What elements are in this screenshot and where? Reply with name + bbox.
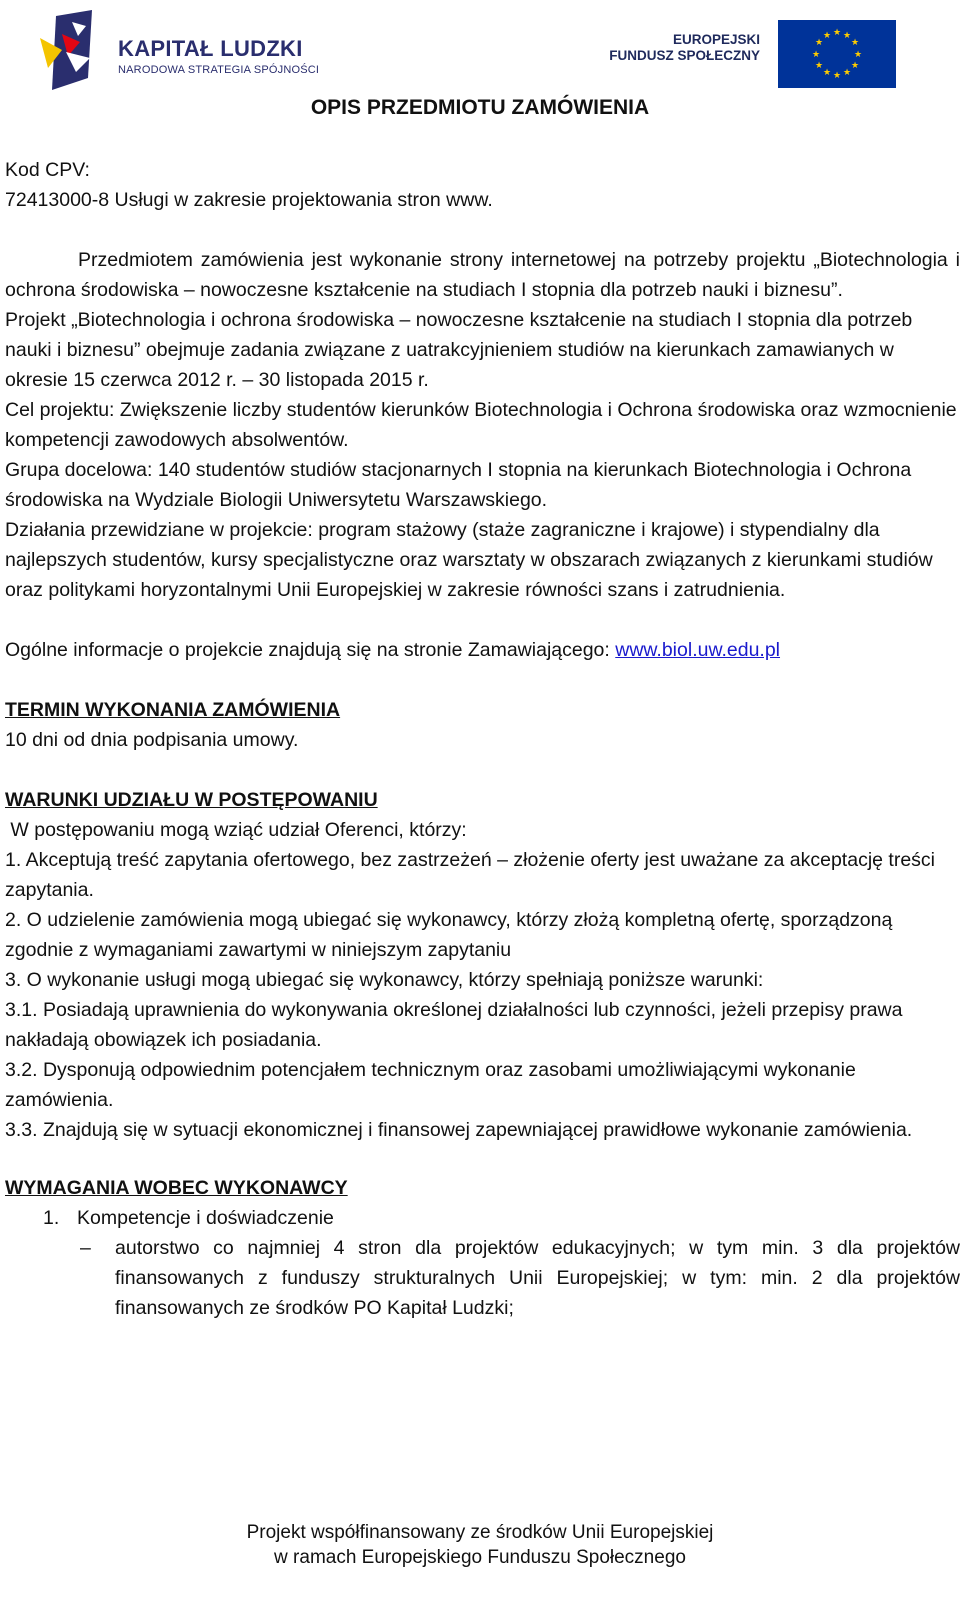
efs-line-2: FUNDUSZ SPOŁECZNY [609, 48, 760, 63]
svg-text:★: ★ [853, 50, 863, 60]
intro-paragraph-1: Przedmiotem zamówienia jest wykonanie strony internetowej na potrzeby projektu „Biotechnologia i ochrona środowiska – nowoczesne kształcenie na studiach I stopnia dla potrzeb nauki i biznesu”. [5, 249, 960, 301]
document-title: OPIS PRZEDMIOTU ZAMÓWIENIA [310, 96, 650, 119]
cpv-label: Kod CPV: [5, 159, 90, 181]
document-footer [0, 1520, 960, 1570]
warunki-item: 2. O udzielenie zamówienia mogą ubiegać się wykonawcy, którzy złożą kompletną ofertę, sporządzoną zgodnie z wymaganiami zawartymi w niniejszym zapytaniu [5, 909, 893, 961]
intro-paragraph-4: Grupa docelowa: 140 studentów studiów stacjonarnych I stopnia na kierunkach Biotechnologia i Ochrona środowiska na Wydziale Biologii Uniwersytetu Warszawskiego. [5, 459, 912, 511]
svg-text:★: ★ [814, 38, 824, 48]
footer-line-2: w ramach Europejskiego Funduszu Społecznego [274, 1547, 686, 1568]
kapital-ludzki-title: KAPITAŁ LUDZKI [118, 36, 303, 61]
wymagania-item-1-label: Kompetencje i doświadczenie [77, 1207, 334, 1229]
warunki-item: 3. O wykonanie usługi mogą ubiegać się wykonawcy, którzy spełniają poniższe warunki: [5, 969, 764, 991]
warunki-item: 3.3. Znajdują się w sytuacji ekonomicznej i finansowej zapewniającej prawidłowe wykonanie zamówienia. [5, 1119, 913, 1141]
warunki-item: 3.1. Posiadają uprawnienia do wykonywania określonej działalności lub czynności, jeżeli przepisy prawa nakładają obowiązek ich posiadania. [5, 999, 903, 1051]
project-info [5, 635, 960, 665]
intro-paragraph-2: Projekt „Biotechnologia i ochrona środowiska – nowoczesne kształcenie na studiach I stopnia dla potrzeb nauki i biznesu” obejmuje zadania związane z uatrakcyjnieniem studiów na kierunkach zamawianych w okresie 15 czerwca 2012 r. – 30 listopada 2015 r. [5, 309, 913, 391]
svg-text:★: ★ [850, 61, 860, 71]
kapital-ludzki-emblem-icon [36, 8, 106, 92]
wymagania-heading: WYMAGANIA WOBEC WYKONAWCY [5, 1177, 348, 1199]
wymagania-item-1 [5, 1203, 960, 1233]
svg-text:★: ★ [811, 50, 821, 60]
svg-text:★: ★ [842, 68, 852, 78]
warunki-item: 1. Akceptują treść zapytania ofertowego, bez zastrzeżeń – złożenie oferty jest uważane za akceptację treści zapytania. [5, 849, 936, 901]
svg-text:★: ★ [842, 31, 852, 41]
svg-text:★: ★ [822, 31, 832, 41]
project-info-text: Ogólne informacje o projekcie znajdują się na stronie Zamawiającego: [5, 639, 616, 661]
document-body [5, 155, 960, 1323]
intro-paragraph-3: Cel projektu: Zwiększenie liczby studentów kierunków Biotechnologia i Ochrona środowiska oraz wzmocnienie kompetencji zawodowych absolwentów. [5, 399, 957, 451]
svg-text:★: ★ [814, 61, 824, 71]
svg-text:★: ★ [822, 68, 832, 78]
termin-text: 10 dni od dnia podpisania umowy. [5, 729, 299, 751]
warunki-heading: WARUNKI UDZIAŁU W POSTĘPOWANIU [5, 789, 378, 811]
document-header [0, 0, 960, 100]
wymagania-subitem [5, 1233, 960, 1323]
svg-text:★: ★ [832, 28, 842, 38]
termin-heading: TERMIN WYKONANIA ZAMÓWIENIA [5, 699, 341, 721]
wymagania-item-1-number: 1. [43, 1207, 60, 1229]
kapital-ludzki-subtitle: NARODOWA STRATEGIA SPÓJNOŚCI [118, 64, 320, 76]
intro-paragraph-5: Działania przewidziane w projekcie: program stażowy (staże zagraniczne i krajowe) i stypendialny dla najlepszych studentów, kursy specjalistyczne oraz warsztaty w obszarach związanych z kierunkami studiów oraz politykami horyzontalnymi Unii Europejskiej w zakresie równości szans i zatrudnienia. [5, 519, 933, 601]
eu-flag-icon [778, 20, 896, 88]
svg-text:★: ★ [832, 71, 842, 81]
efs-logo [600, 32, 760, 64]
wymagania-subitem-text: autorstwo co najmniej 4 stron dla projektów edukacyjnych; w tym min. 3 dla projektów finansowanych z funduszy strukturalnych Unii Europejskiej; w tym: min. 2 dla projektów finansowanych ze środków PO Kapitał Ludzki; [115, 1237, 960, 1319]
kapital-ludzki-logo [36, 8, 336, 92]
cpv-value: 72413000-8 Usługi w zakresie projektowania stron www. [5, 189, 493, 211]
footer-line-1: Projekt współfinansowany ze środków Unii Europejskiej [246, 1522, 714, 1543]
warunki-item: 3.2. Dysponują odpowiednim potencjałem technicznym oraz zasobami umożliwiającymi wykonanie zamówienia. [5, 1059, 856, 1111]
dash-bullet-icon: – [80, 1237, 91, 1259]
svg-text:★: ★ [850, 38, 860, 48]
efs-line-1: EUROPEJSKI [672, 32, 760, 47]
warunki-intro: W postępowaniu mogą wziąć udział Oferenci, którzy: [5, 819, 467, 841]
project-website-link[interactable]: www.biol.uw.edu.pl [615, 639, 781, 661]
